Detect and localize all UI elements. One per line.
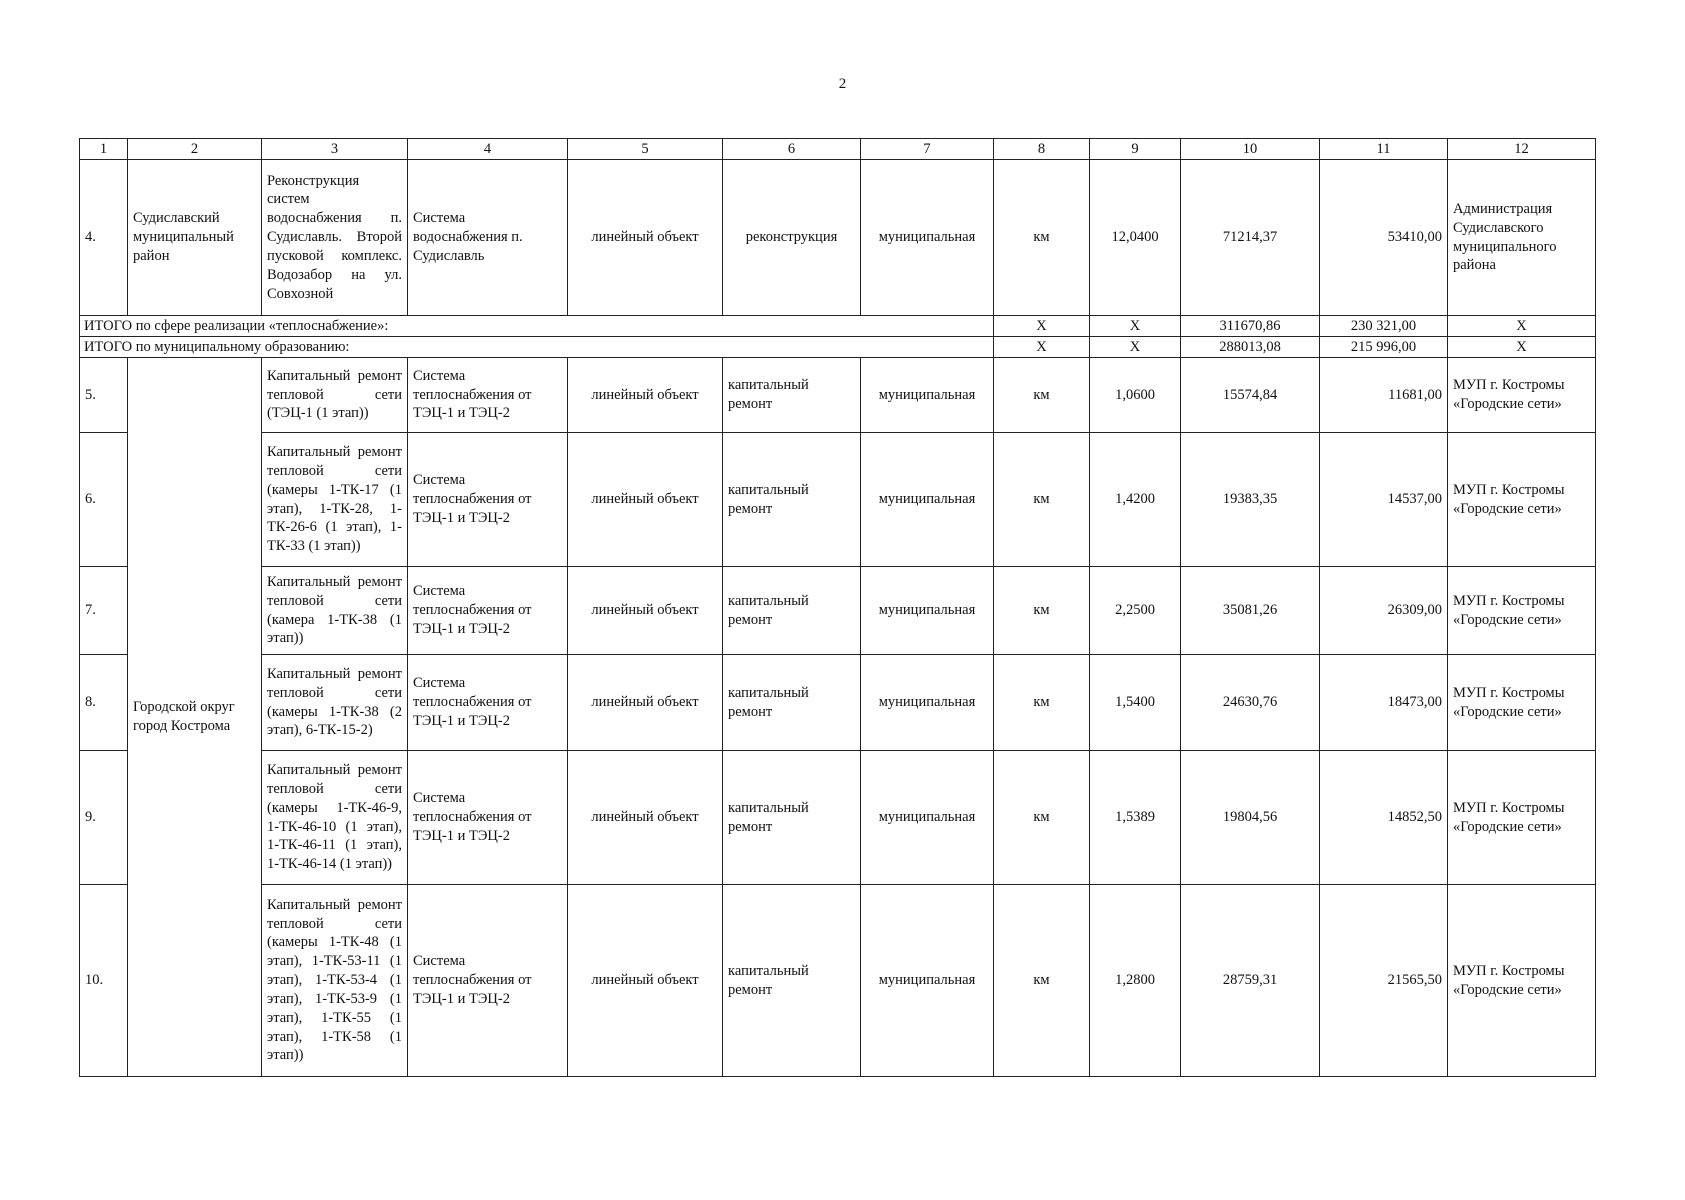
object-type-cell: линейный объект [568,160,723,316]
table-row [80,433,1596,567]
executor-cell: МУП г. Костромы «Городские сети» [1448,751,1596,885]
total-subsidy: 215 996,00 [1320,337,1448,358]
col-header: 11 [1320,139,1448,160]
object-type-cell: линейный объект [568,751,723,885]
system-cell: Система теплоснабжения от ТЭЦ-1 и ТЭЦ-2 [408,751,568,885]
executor-cell: МУП г. Костромы «Городские сети» [1448,567,1596,655]
subsidy-cell: 11681,00 [1320,358,1448,433]
length-cell: 1,0600 [1090,358,1181,433]
ownership-cell: муниципальная [861,358,994,433]
system-cell: Система теплоснабжения от ТЭЦ-1 и ТЭЦ-2 [408,885,568,1077]
work-type-cell: реконструкция [723,160,861,316]
total-label: ИТОГО по муниципальному образованию: [80,337,994,358]
executor-cell: МУП г. Костромы «Городские сети» [1448,885,1596,1077]
table-row [80,655,1596,751]
length-cell: 2,2500 [1090,567,1181,655]
system-cell: Система водоснабжения п. Судиславль [408,160,568,316]
total-cell: X [1090,337,1181,358]
row-number: 9. [80,751,128,885]
page-number: 2 [838,76,847,92]
total-cost: 311670,86 [1181,316,1320,337]
col-header: 7 [861,139,994,160]
total-cost: 288013,08 [1181,337,1320,358]
length-cell: 1,2800 [1090,885,1181,1077]
column-numbers-row [80,139,1596,160]
total-sphere-row [80,316,1596,337]
cost-cell: 19383,35 [1181,433,1320,567]
cost-cell: 35081,26 [1181,567,1320,655]
unit-cell: км [994,655,1090,751]
project-name-cell: Капитальный ремонт тепловой сети (камера 1-ТК-38 (1 этап)) [262,567,408,655]
unit-cell: км [994,433,1090,567]
cost-cell: 71214,37 [1181,160,1320,316]
row-number: 6. [80,433,128,567]
executor-cell: Администрация Судиславского муниципального района [1448,160,1596,316]
length-cell: 12,0400 [1090,160,1181,316]
cost-cell: 28759,31 [1181,885,1320,1077]
col-header: 2 [128,139,262,160]
col-header: 8 [994,139,1090,160]
municipality-cell: Городской округ город Кострома [128,358,262,1077]
table-row [80,885,1596,1077]
work-type-cell: капитальный ремонт [723,358,861,433]
col-header: 6 [723,139,861,160]
object-type-cell: линейный объект [568,567,723,655]
subsidy-cell: 53410,00 [1320,160,1448,316]
row-number: 8. [80,655,128,751]
unit-cell: км [994,751,1090,885]
length-cell: 1,5389 [1090,751,1181,885]
work-type-cell: капитальный ремонт [723,655,861,751]
project-name-cell: Капитальный ремонт тепловой сети (камеры 1-ТК-48 (1 этап), 1-ТК-53-11 (1 этап), 1-ТК-53-4 (1 этап), 1-ТК-53-9 (1 этап), 1-ТК-55 (1 этап), 1-ТК-58 (1 этап)) [262,885,408,1077]
ownership-cell: муниципальная [861,160,994,316]
col-header: 4 [408,139,568,160]
ownership-cell: муниципальная [861,655,994,751]
cost-cell: 24630,76 [1181,655,1320,751]
object-type-cell: линейный объект [568,655,723,751]
total-subsidy: 230 321,00 [1320,316,1448,337]
project-name-cell: Капитальный ремонт тепловой сети (камеры 1-ТК-17 (1 этап), 1-ТК-28, 1-ТК-26-6 (1 этап), 1-ТК-33 (1 этап)) [262,433,408,567]
length-cell: 1,5400 [1090,655,1181,751]
object-type-cell: линейный объект [568,358,723,433]
ownership-cell: муниципальная [861,433,994,567]
work-type-cell: капитальный ремонт [723,433,861,567]
total-cell: X [1448,337,1596,358]
col-header: 1 [80,139,128,160]
total-label: ИТОГО по сфере реализации «теплоснабжение»: [80,316,994,337]
col-header: 9 [1090,139,1181,160]
row-number: 7. [80,567,128,655]
total-cell: X [1090,316,1181,337]
unit-cell: км [994,885,1090,1077]
subsidy-cell: 18473,00 [1320,655,1448,751]
unit-cell: км [994,160,1090,316]
col-header: 10 [1181,139,1320,160]
object-type-cell: линейный объект [568,433,723,567]
col-header: 5 [568,139,723,160]
municipality-cell: Судиславский муниципальный район [128,160,262,316]
system-cell: Система теплоснабжения от ТЭЦ-1 и ТЭЦ-2 [408,358,568,433]
row-number: 5. [80,358,128,433]
executor-cell: МУП г. Костромы «Городские сети» [1448,358,1596,433]
row-number: 4. [80,160,128,316]
total-municipal-row [80,337,1596,358]
project-name-cell: Реконструкция систем водоснабжения п. Судиславль. Второй пусковой комплекс. Водозабор на ул. Совхозной [262,160,408,316]
subsidy-cell: 26309,00 [1320,567,1448,655]
executor-cell: МУП г. Костромы «Городские сети» [1448,433,1596,567]
ownership-cell: муниципальная [861,885,994,1077]
table-row [80,160,1596,316]
cost-cell: 19804,56 [1181,751,1320,885]
table-row [80,358,1596,433]
cost-cell: 15574,84 [1181,358,1320,433]
system-cell: Система теплоснабжения от ТЭЦ-1 и ТЭЦ-2 [408,433,568,567]
system-cell: Система теплоснабжения от ТЭЦ-1 и ТЭЦ-2 [408,567,568,655]
row-number: 10. [80,885,128,1077]
work-type-cell: капитальный ремонт [723,751,861,885]
table-row [80,567,1596,655]
col-header: 12 [1448,139,1596,160]
unit-cell: км [994,567,1090,655]
object-type-cell: линейный объект [568,885,723,1077]
length-cell: 1,4200 [1090,433,1181,567]
subsidy-cell: 14537,00 [1320,433,1448,567]
total-cell: X [994,337,1090,358]
project-name-cell: Капитальный ремонт тепловой сети (камеры 1-ТК-38 (2 этап), 6-ТК-15-2) [262,655,408,751]
executor-cell: МУП г. Костромы «Городские сети» [1448,655,1596,751]
projects-table [79,138,1596,1077]
system-cell: Система теплоснабжения от ТЭЦ-1 и ТЭЦ-2 [408,655,568,751]
project-name-cell: Капитальный ремонт тепловой сети (камеры 1-ТК-46-9, 1-ТК-46-10 (1 этап), 1-ТК-46-11 (1 этап), 1-ТК-46-14 (1 этап)) [262,751,408,885]
subsidy-cell: 21565,50 [1320,885,1448,1077]
total-cell: X [1448,316,1596,337]
work-type-cell: капитальный ремонт [723,885,861,1077]
unit-cell: км [994,358,1090,433]
project-name-cell: Капитальный ремонт тепловой сети (ТЭЦ-1 (1 этап)) [262,358,408,433]
table-row [80,751,1596,885]
ownership-cell: муниципальная [861,751,994,885]
subsidy-cell: 14852,50 [1320,751,1448,885]
ownership-cell: муниципальная [861,567,994,655]
total-cell: X [994,316,1090,337]
work-type-cell: капитальный ремонт [723,567,861,655]
col-header: 3 [262,139,408,160]
